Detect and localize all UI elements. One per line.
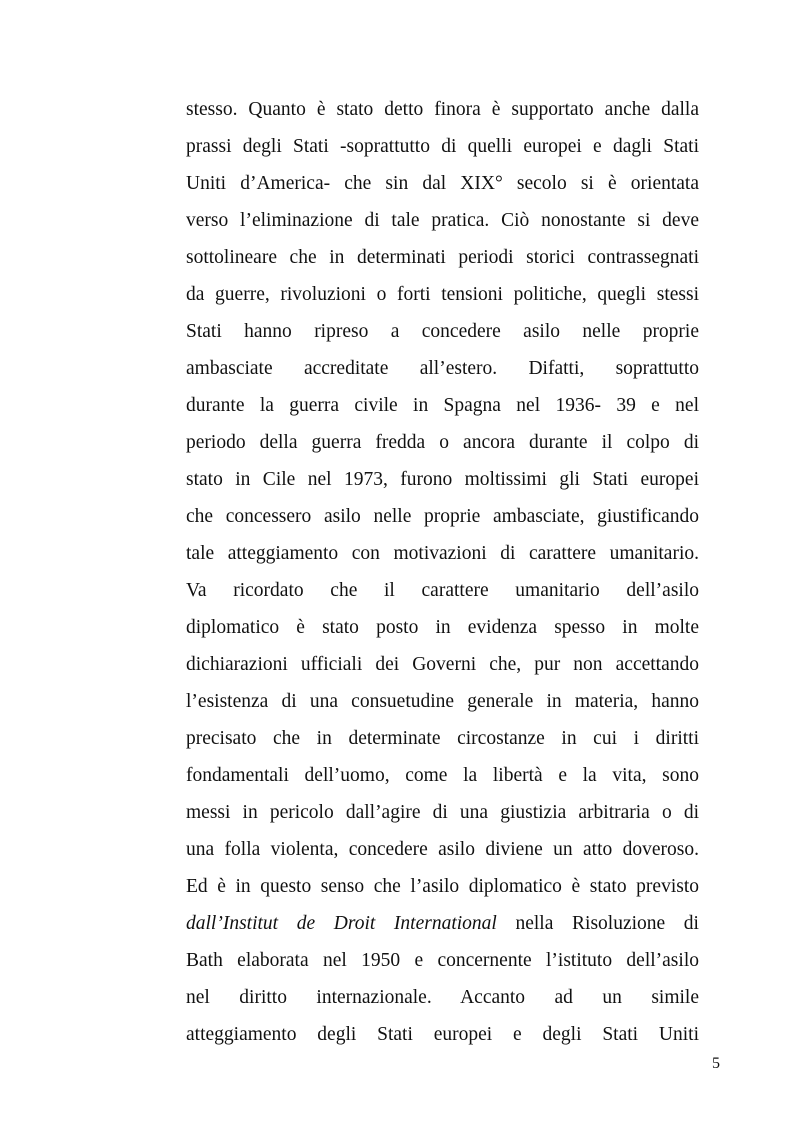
text-line: messi in pericolo dall’agire di una giustizia arbitraria o di [186,802,699,823]
text-line: ambasciate accreditate all’estero. Difatti, soprattutto [186,358,699,379]
text-line: stato in Cile nel 1973, furono moltissimi gli Stati europei [186,469,699,490]
text-line: periodo della guerra fredda o ancora durante il colpo di [186,432,699,453]
text-line: da guerre, rivoluzioni o forti tensioni politiche, quegli stessi [186,284,699,305]
text-line: fondamentali dell’uomo, come la libertà e la vita, sono [186,765,699,786]
text-line: prassi degli Stati -soprattutto di quelli europei e dagli Stati [186,136,699,157]
text-line: diplomatico è stato posto in evidenza spesso in molte [186,617,699,638]
body-text [186,91,699,1053]
text-line: precisato che in determinate circostanze in cui i diritti [186,728,699,749]
text-line: Uniti d’America- che sin dal XIX° secolo si è orientata [186,173,699,194]
text-line: Ed è in questo senso che l’asilo diplomatico è stato previsto [186,876,699,897]
page-number: 5 [712,1055,720,1072]
text-line: tale atteggiamento con motivazioni di carattere umanitario. [186,543,699,564]
text-line: sottolineare che in determinati periodi storici contrassegnati [186,247,699,268]
text-line-citation [186,905,699,942]
text-line-rest: nella Risoluzione di [496,913,699,934]
text-line: Va ricordato che il carattere umanitario dell’asilo [186,580,699,601]
institute-name: dall’Institut de Droit International [186,913,497,934]
text-line: l’esistenza di una consuetudine generale in materia, hanno [186,691,699,712]
text-line: nel diritto internazionale. Accanto ad un simile [186,987,699,1008]
text-line: atteggiamento degli Stati europei e degli Stati Uniti [186,1024,699,1045]
text-line: stesso. Quanto è stato detto finora è supportato anche dalla [186,99,699,120]
text-line: dichiarazioni ufficiali dei Governi che, pur non accettando [186,654,699,675]
text-line: durante la guerra civile in Spagna nel 1936- 39 e nel [186,395,699,416]
text-line: una folla violenta, concedere asilo diviene un atto doveroso. [186,839,699,860]
text-line: Stati hanno ripreso a concedere asilo nelle proprie [186,321,699,342]
text-line: Bath elaborata nel 1950 e concernente l’istituto dell’asilo [186,950,699,971]
text-line: verso l’eliminazione di tale pratica. Ciò nonostante si deve [186,210,699,231]
text-line: che concessero asilo nelle proprie ambasciate, giustificando [186,506,699,527]
